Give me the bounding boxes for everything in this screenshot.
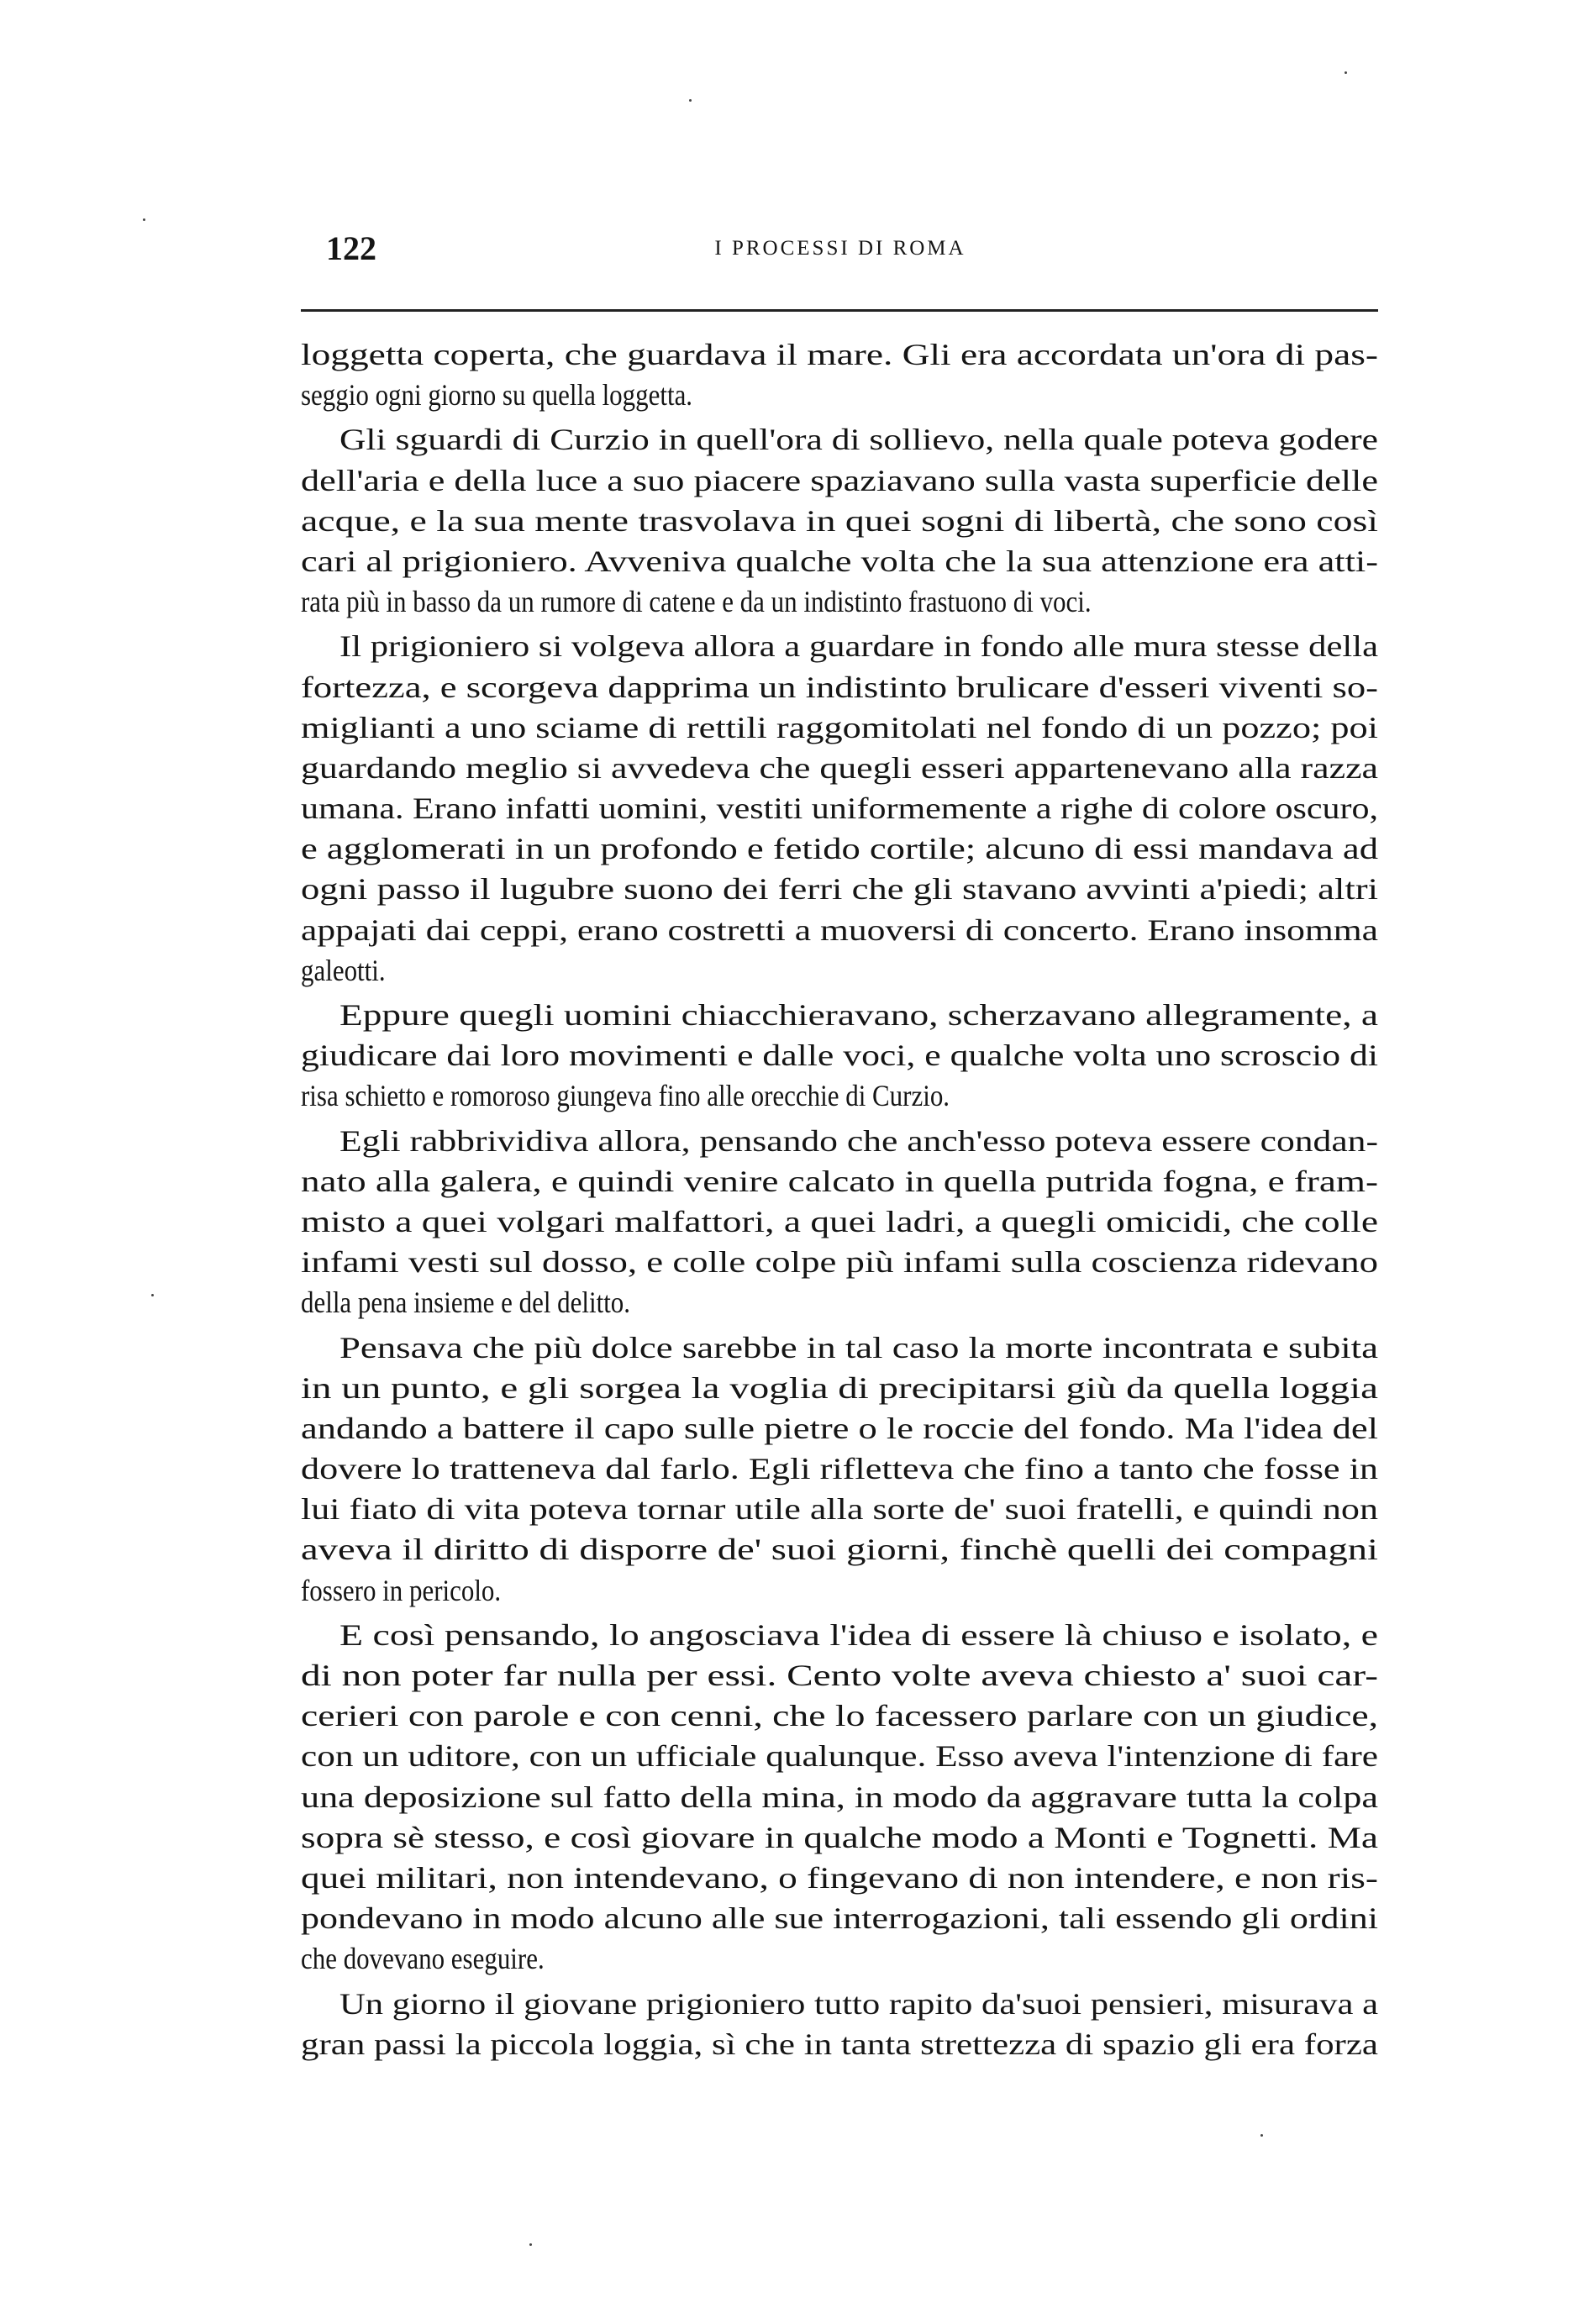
text-line bbox=[301, 501, 1378, 541]
scan-speck bbox=[151, 1294, 154, 1296]
paragraph bbox=[301, 995, 1378, 1117]
text-line-content: Un giorno il giovane prigioniero tutto rapito da'suoi pensieri, misurava a bbox=[339, 1986, 1378, 2021]
running-title: I PROCESSI DI ROMA bbox=[714, 237, 966, 260]
text-line bbox=[301, 1121, 1378, 1161]
text-line bbox=[301, 1529, 1378, 1569]
text-line-content: fossero in pericolo. bbox=[301, 1573, 502, 1607]
text-line-content: ogni passo il lugubre suono dei ferri che gli stavano avvinti a'piedi; altri bbox=[301, 872, 1378, 907]
text-line bbox=[301, 950, 1378, 991]
text-line bbox=[301, 1242, 1378, 1282]
paragraph bbox=[301, 1615, 1378, 1980]
scan-speck bbox=[143, 218, 145, 221]
text-line-content: Gli sguardi di Curzio in quell'ora di sollievo, nella quale poteva godere bbox=[339, 423, 1378, 457]
text-line-content: dovere lo tratteneva dal farlo. Egli rifletteva che fino a tanto che fosse in bbox=[301, 1452, 1378, 1486]
text-line-content: della pena insieme e del delitto. bbox=[301, 1286, 631, 1320]
text-line-content: giudicare dai loro movimenti e dalle voci, e qualche volta uno scroscio di bbox=[301, 1038, 1379, 1073]
page-number: 122 bbox=[326, 229, 376, 267]
text-line bbox=[301, 581, 1378, 622]
paragraph bbox=[301, 334, 1378, 415]
text-line-content: di non poter far nulla per essi. Cento volte aveva chiesto a' suoi car- bbox=[301, 1659, 1379, 1692]
text-line-content: una deposizione sul fatto della mina, in modo da aggravare tutta la colpa bbox=[301, 1780, 1378, 1814]
text-line bbox=[301, 1615, 1378, 1655]
text-line-content: fortezza, e scorgeva dapprima un indistinto brulicare d'esseri viventi so- bbox=[301, 670, 1378, 704]
text-line-content: sopra sè stesso, e così giovare in qualche modo a Monti e Tognetti. Ma bbox=[301, 1820, 1379, 1854]
text-line-content: misto a quei volgari malfattori, a quei ladri, a quegli omicidi, che colle bbox=[301, 1204, 1378, 1238]
text-line-content: pondevano in modo alcuno alle sue interrogazioni, tali essendo gli ordini bbox=[301, 1901, 1378, 1936]
text-line bbox=[301, 1817, 1378, 1858]
scan-speck bbox=[529, 2243, 532, 2246]
text-line-content: quei militari, non intendevano, o fingevano di non intendere, e non ris- bbox=[301, 1860, 1378, 1895]
text-line-content: cerieri con parole e con cenni, che lo facessero parlare con un giudice, bbox=[301, 1699, 1378, 1733]
text-line bbox=[301, 460, 1378, 501]
body-text bbox=[301, 334, 1378, 2069]
text-line bbox=[301, 375, 1378, 415]
text-line-content: dell'aria e della luce a suo piacere spaziavano sulla vasta superficie delle bbox=[301, 463, 1378, 497]
text-line-content: Il prigioniero si volgeva allora a guardare in fondo alle mura stesse della bbox=[339, 629, 1378, 664]
scan-speck bbox=[1260, 2134, 1263, 2137]
text-line bbox=[301, 1655, 1378, 1696]
text-line-content: rata più in basso da un rumore di catene e da un indistinto frastuono di voci. bbox=[301, 585, 1092, 619]
text-line bbox=[301, 667, 1378, 707]
text-line bbox=[301, 828, 1378, 869]
text-line bbox=[301, 626, 1378, 666]
text-line-content: e agglomerati in un profondo e fetido cortile; alcuno di essi mandava ad bbox=[301, 832, 1378, 866]
text-line bbox=[301, 869, 1378, 909]
text-line bbox=[301, 995, 1378, 1035]
paragraph bbox=[301, 419, 1378, 622]
text-line bbox=[301, 748, 1378, 788]
text-line bbox=[301, 1736, 1378, 1776]
text-line bbox=[301, 1858, 1378, 1898]
text-line bbox=[301, 1368, 1378, 1408]
text-line bbox=[301, 1570, 1378, 1611]
text-line-content: risa schietto e romoroso giungeva fino alle orecchie di Curzio. bbox=[301, 1079, 950, 1113]
text-line-content: infami vesti sul dosso, e colle colpe più infami sulla coscienza ridevano bbox=[301, 1245, 1378, 1280]
text-line bbox=[301, 1282, 1378, 1322]
text-line bbox=[301, 1777, 1378, 1817]
text-line-content: miglianti a uno sciame di rettili raggomitolati nel fondo di un pozzo; poi bbox=[301, 710, 1378, 744]
text-line-content: seggio ogni giorno su quella loggetta. bbox=[301, 378, 693, 413]
text-line bbox=[301, 788, 1378, 828]
text-line bbox=[301, 1449, 1378, 1489]
text-line bbox=[301, 419, 1378, 460]
text-line-content: in un punto, e gli sorgea la voglia di precipitarsi giù da quella loggia bbox=[301, 1370, 1378, 1405]
text-line-content: Eppure quegli uomini chiacchieravano, scherzavano allegramente, a bbox=[339, 998, 1378, 1032]
text-line-content: galeotti. bbox=[301, 953, 386, 987]
text-line-content: Egli rabbrividiva allora, pensando che anch'esso poteva essere condan- bbox=[339, 1123, 1379, 1158]
text-line-content: aveva il diritto di disporre de' suoi giorni, finchè quelli dei compagni bbox=[301, 1533, 1378, 1567]
text-line bbox=[301, 541, 1378, 581]
text-line bbox=[301, 1408, 1378, 1449]
text-line bbox=[301, 334, 1378, 375]
text-line-content: E così pensando, lo angosciava l'idea di essere là chiuso e isolato, e bbox=[339, 1617, 1378, 1652]
text-line-content: nato alla galera, e quindi venire calcato in quella putrida fogna, e fram- bbox=[301, 1164, 1379, 1198]
text-line-content: guardando meglio si avvedeva che quegli esseri appartenevano alla razza bbox=[301, 750, 1378, 785]
paragraph bbox=[301, 1328, 1378, 1611]
text-line bbox=[301, 1075, 1378, 1116]
text-line bbox=[301, 1035, 1378, 1075]
text-line-content: lui fiato di vita poteva tornar utile alla sorte de' suoi fratelli, e quindi non bbox=[301, 1492, 1378, 1527]
text-line bbox=[301, 910, 1378, 950]
text-line-content: andando a battere il capo sulle pietre o le roccie del fondo. Ma l'idea del bbox=[301, 1411, 1378, 1445]
text-line-content: Pensava che più dolce sarebbe in tal caso la morte incontrata e subita bbox=[339, 1330, 1378, 1364]
text-line-content: appajati dai ceppi, erano costretti a muoversi di concerto. Erano insomma bbox=[301, 912, 1378, 947]
header-rule bbox=[301, 309, 1378, 312]
text-line-content: che dovevano eseguire. bbox=[301, 1942, 545, 1976]
text-line bbox=[301, 1161, 1378, 1201]
paragraph bbox=[301, 1984, 1378, 2064]
text-line-content: acque, e la sua mente trasvolava in quei sogni di libertà, che sono così bbox=[301, 503, 1379, 538]
paragraph bbox=[301, 626, 1378, 991]
paragraph bbox=[301, 1121, 1378, 1323]
text-line-content: loggetta coperta, che guardava il mare. Gli era accordata un'ora di pas- bbox=[301, 338, 1378, 371]
text-line-content: con un uditore, con un ufficiale qualunque. Esso aveva l'intenzione di fare bbox=[301, 1739, 1379, 1774]
text-line-content: gran passi la piccola loggia, sì che in tanta strettezza di spazio gli era forza bbox=[301, 2027, 1378, 2061]
text-line-content: cari al prigioniero. Avveniva qualche volta che la sua attenzione era atti- bbox=[301, 544, 1378, 578]
text-line bbox=[301, 1696, 1378, 1736]
scan-speck bbox=[689, 99, 692, 102]
text-line bbox=[301, 1201, 1378, 1242]
text-line-content: umana. Erano infatti uomini, vestiti uniformemente a righe di colore oscuro, bbox=[301, 791, 1378, 826]
text-line bbox=[301, 2024, 1378, 2064]
scan-speck bbox=[1345, 71, 1347, 74]
text-line bbox=[301, 1328, 1378, 1368]
text-line bbox=[301, 1489, 1378, 1529]
text-line bbox=[301, 707, 1378, 748]
text-line bbox=[301, 1938, 1378, 1979]
text-line bbox=[301, 1898, 1378, 1938]
text-line bbox=[301, 1984, 1378, 2024]
